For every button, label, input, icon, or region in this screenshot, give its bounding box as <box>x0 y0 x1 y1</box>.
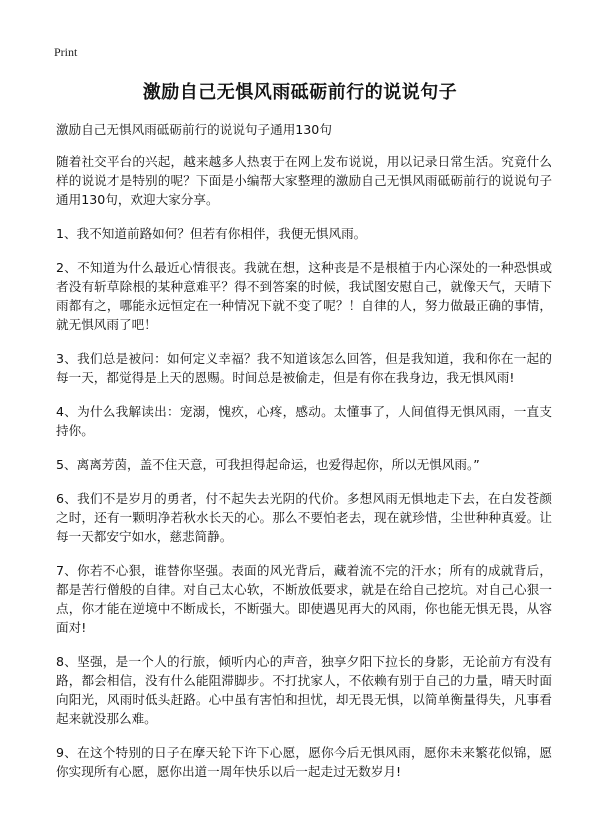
document-title: 激励自己无惧风雨砥砺前行的说说句子 <box>142 82 458 103</box>
document-body <box>56 120 552 796</box>
print-label: Print <box>54 45 78 59</box>
list-item-5: 5、离离芳茵，盖不住天意，可我担得起命运，也爱得起你，所以无惧风雨。” <box>56 457 480 472</box>
list-item-6: 6、我们不是岁月的勇者，付不起失去光阴的代价。多想风雨无惧地走下去，在白发苍颜之时，还有一颗明净若秋水长天的心。那么不要怕老去，现在就珍惜，尘世种种真爱。让每一天都安宁如水，慈悲简静。 <box>56 491 552 544</box>
document-subtitle: 激励自己无惧风雨砥砺前行的说说句子通用130句 <box>56 122 332 137</box>
list-item-7: 7、你若不心狠，谁替你坚强。表面的风光背后，藏着流不完的汗水；所有的成就背后，都是苦行僧般的自律。对自己太心软，不断放低要求，就是在给自己挖坑。对自己心狠一点，你才能在逆境中不断成长，不断强大。即使遇见再大的风雨，你也能无惧无畏，从容面对! <box>56 563 552 635</box>
list-item-2: 2、不知道为什么最近心情很丧。我就在想，这种丧是不是根植于内心深处的一种恐惧或者没有斩草除根的某种意难平？得不到答案的时候，我试图安慰自己，就像天气，天晴下雨都有之，哪能永远恒定在一种情况下就不变了呢？！自律的人，努力做最正确的事情，就无惧风雨了吧！ <box>56 260 552 332</box>
list-item-4: 4、为什么我解读出：宠溺，愧疚，心疼，感动。太懂事了，人间值得无惧风雨，一直支持你。 <box>56 404 552 438</box>
list-item-9: 9、在这个特别的日子在摩天轮下许下心愿，愿你今后无惧风雨，愿你未来繁花似锦，愿你实现所有心愿，愿你出道一周年快乐以后一起走过无数岁月! <box>56 745 552 779</box>
list-item-1: 1、我不知道前路如何？但若有你相伴，我便无惧风雨。 <box>56 226 367 241</box>
intro-paragraph: 随着社交平台的兴起，越来越多人热衷于在网上发布说说，用以记录日常生活。究竟什么样的说说才是特别的呢？下面是小编帮大家整理的激励自己无惧风雨砥砺前行的说说句子通用130句，欢迎大家分享。 <box>56 154 552 207</box>
list-item-8: 8、坚强，是一个人的行旅，倾听内心的声音，独享夕阳下拉长的身影，无论前方有没有路，都会相信，没有什么能阻滞脚步。不打扰家人，不依赖有别于自己的力量，晴天时面向阳光，风雨时低头赶路。心中虽有害怕和担忧，却无畏无惧，以简单衡量得失，凡事看起来就没那么难。 <box>56 654 552 726</box>
list-item-3: 3、我们总是被问：如何定义幸福？我不知道该怎么回答，但是我知道，我和你在一起的每一天，都觉得是上天的恩赐。时间总是被偷走，但是有你在我身边，我无惧风雨! <box>56 351 552 385</box>
